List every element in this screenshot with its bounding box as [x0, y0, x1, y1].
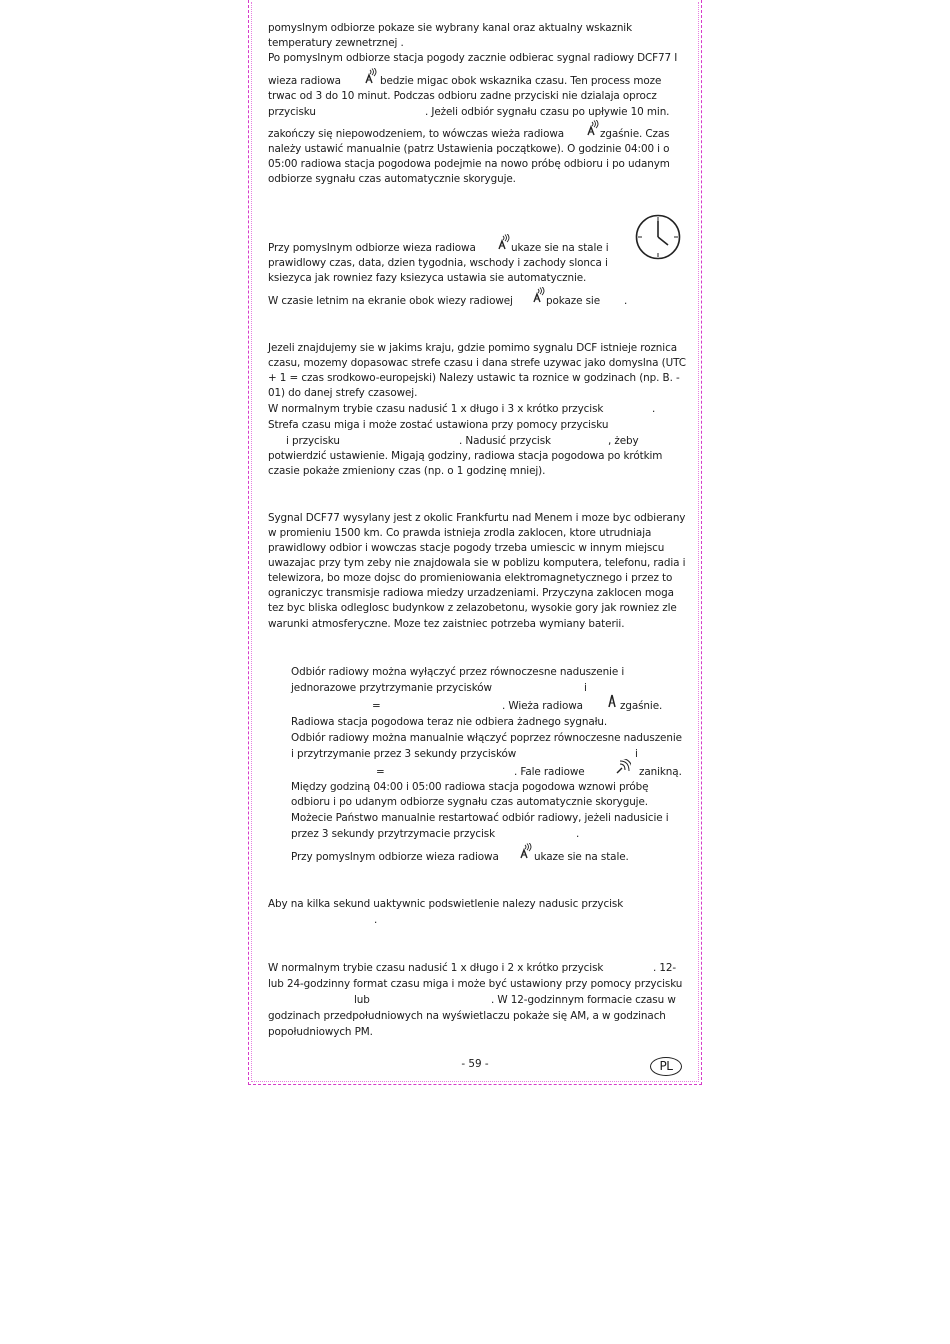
- text-line: popołudniowych PM.: [268, 1026, 373, 1038]
- text-line: prawidlowy odbior i wowczas stacje pogody trzeba umiescic w innym miejscu: [268, 542, 665, 554]
- text-line: zgaśnie. Czas: [600, 128, 670, 140]
- text-line: lub: [354, 994, 370, 1006]
- text-line: zanikną.: [639, 766, 682, 778]
- radio-tower-off-icon: [604, 692, 620, 709]
- text-line: ksiezyca jak rowniez fazy ksiezyca ustawia sie automatycznie.: [268, 272, 587, 284]
- text-line: ukaze sie na stale i: [511, 242, 609, 254]
- text-line: przez 3 sekundy przytrzymacie przycisk: [291, 828, 496, 840]
- text-line: . Fale radiowe: [514, 766, 585, 778]
- text-line: , żeby: [608, 435, 639, 447]
- text-line: . Jeżeli odbiór sygnału czasu po upływie 10 min.: [425, 106, 670, 118]
- text-line: + 1 = czas srodkowo-europejski) Nalezy ustawic ta roznice w godzinach (np. B. -: [268, 372, 680, 384]
- text-line: Sygnal DCF77 wysylany jest z okolic Frankfurtu nad Menem i moze byc odbierany: [268, 512, 686, 524]
- text-line: . Nadusić przycisk: [459, 435, 551, 447]
- text-line: Przy pomyslnym odbiorze wieza radiowa: [291, 851, 499, 863]
- text-line: 05:00 radiowa stacja pogodowa podejmie na nowo próbę odbioru i po udanym: [268, 158, 670, 170]
- text-line: Możecie Państwo manualnie restartować odbiór radiowy, jeżeli nadusicie i: [291, 812, 669, 824]
- text-line: 01) do danej strefy czasowej.: [268, 387, 418, 399]
- text-line: Radiowa stacja pogodowa teraz nie odbiera żadnego sygnału.: [291, 716, 608, 728]
- text-line: temperatury zewnetrznej .: [268, 37, 404, 49]
- text-line: i przytrzymanie przez 3 sekundy przycisków: [291, 748, 517, 760]
- text-line: lub 24-godzinny format czasu miga i może być ustawiony przy pomocy przycisku: [268, 978, 683, 990]
- text-line: ograniczyc transmisje radiowa miedzy urzadzeniami. Przyczyna zaklocen moga: [268, 587, 674, 599]
- text-line: telewizora, bo moze dojsc do promieniowania elektromagnetycznego i przez to: [268, 572, 673, 584]
- text-line: czasu, mozemy dopasowac strefe czasu i dana strefe uzywac jako domyslna (UTC: [268, 357, 686, 369]
- text-line: przycisku: [268, 106, 316, 118]
- text-line: ukaze sie na stale.: [534, 851, 629, 863]
- text-line: .: [374, 914, 378, 926]
- text-line: =: [376, 766, 385, 778]
- text-line: Jezeli znajdujemy sie w jakims kraju, gdzie pomimo sygnalu DCF istnieje roznica: [268, 342, 677, 354]
- text-line: Przy pomyslnym odbiorze wieza radiowa: [268, 242, 476, 254]
- radio-waves-icon: [615, 759, 631, 776]
- radio-tower-icon: [494, 234, 510, 251]
- text-line: i: [584, 682, 587, 694]
- text-line: .: [652, 403, 656, 415]
- text-line: zakończy się niepowodzeniem, to wówczas wieża radiowa: [268, 128, 565, 140]
- text-line: jednorazowe przytrzymanie przycisków: [291, 682, 492, 694]
- text-line: . W 12-godzinnym formacie czasu w: [491, 994, 676, 1006]
- clock-icon: [634, 213, 682, 261]
- text-line: pokaze sie: [546, 295, 600, 307]
- radio-tower-icon: [583, 120, 599, 137]
- radio-tower-icon: [361, 68, 377, 85]
- text-line: wieza radiowa: [268, 75, 341, 87]
- text-line: czasie pokaże zmieniony czas (np. o 1 godzinę mniej).: [268, 465, 546, 477]
- text-line: W czasie letnim na ekranie obok wiezy radiowej: [268, 295, 513, 307]
- page-number: - 59 -: [461, 1058, 489, 1070]
- text-line: =: [372, 700, 381, 712]
- text-line: tez byc bliska odleglosc budynkow z zelazobetonu, wysokie gory jak rowniez zle: [268, 602, 677, 614]
- text-line: Aby na kilka sekund uaktywnic podswietlenie nalezy nadusic przycisk: [268, 898, 624, 910]
- text-line: odbiorze sygnału czas automatycznie skoryguje.: [268, 173, 516, 185]
- text-line: potwierdzić ustawienie. Migają godziny, radiowa stacja pogodowa po krótkim: [268, 450, 663, 462]
- text-line: trwac od 3 do 10 minut. Podczas odbioru zadne przyciski nie dzialaja oprocz: [268, 90, 657, 102]
- text-line: uwazajac przy tym zeby nie znajdowala sie w poblizu komputera, telefonu, radia i: [268, 557, 686, 569]
- text-line: . Wieża radiowa: [502, 700, 583, 712]
- radio-tower-icon: [529, 287, 545, 304]
- text-line: W normalnym trybie czasu nadusić 1 x długo i 2 x krótko przycisk: [268, 962, 604, 974]
- text-line: pomyslnym odbiorze pokaze sie wybrany kanal oraz aktualny wskaznik: [268, 22, 633, 34]
- language-badge: PL: [650, 1057, 682, 1076]
- text-line: Między godziną 04:00 i 05:00 radiowa stacja pogodowa wznowi próbę: [291, 781, 649, 793]
- text-line: prawidlowy czas, data, dzien tygodnia, wschody i zachody slonca i: [268, 257, 608, 269]
- text-line: i: [635, 748, 638, 760]
- text-line: bedzie migac obok wskaznika czasu. Ten process moze: [380, 75, 662, 87]
- text-line: Odbiór radiowy można wyłączyć przez równoczesne naduszenie i: [291, 666, 625, 678]
- text-line: Odbiór radiowy można manualnie włączyć poprzez równoczesne naduszenie: [291, 732, 682, 744]
- text-line: warunki atmosferyczne. Moze tez zaistniec potrzeba wymiany baterii.: [268, 618, 625, 630]
- text-line: W normalnym trybie czasu nadusić 1 x długo i 3 x krótko przycisk: [268, 403, 604, 415]
- text-line: Po pomyslnym odbiorze stacja pogody zacznie odbierac sygnal radiowy DCF77 I: [268, 52, 678, 64]
- text-line: zgaśnie.: [620, 700, 663, 712]
- text-line: i przycisku: [286, 435, 340, 447]
- text-line: godzinach przedpołudniowych na wyświetlaczu pokaże się AM, a w godzinach: [268, 1010, 666, 1022]
- text-line: w promieniu 1500 km. Co prawda istnieja zrodla zaklocen, ktore utrudniaja: [268, 527, 652, 539]
- text-line: .: [624, 295, 628, 307]
- text-line: należy ustawić manualnie (patrz Ustawienia początkowe). O godzinie 04:00 i o: [268, 143, 670, 155]
- radio-tower-icon: [516, 843, 532, 860]
- text-line: Strefa czasu miga i może zostać ustawiona przy pomocy przycisku: [268, 419, 609, 431]
- text-line: . 12-: [653, 962, 677, 974]
- text-line: odbioru i po udanym odbiorze sygnału czas automatycznie skoryguje.: [291, 796, 648, 808]
- text-line: .: [576, 828, 580, 840]
